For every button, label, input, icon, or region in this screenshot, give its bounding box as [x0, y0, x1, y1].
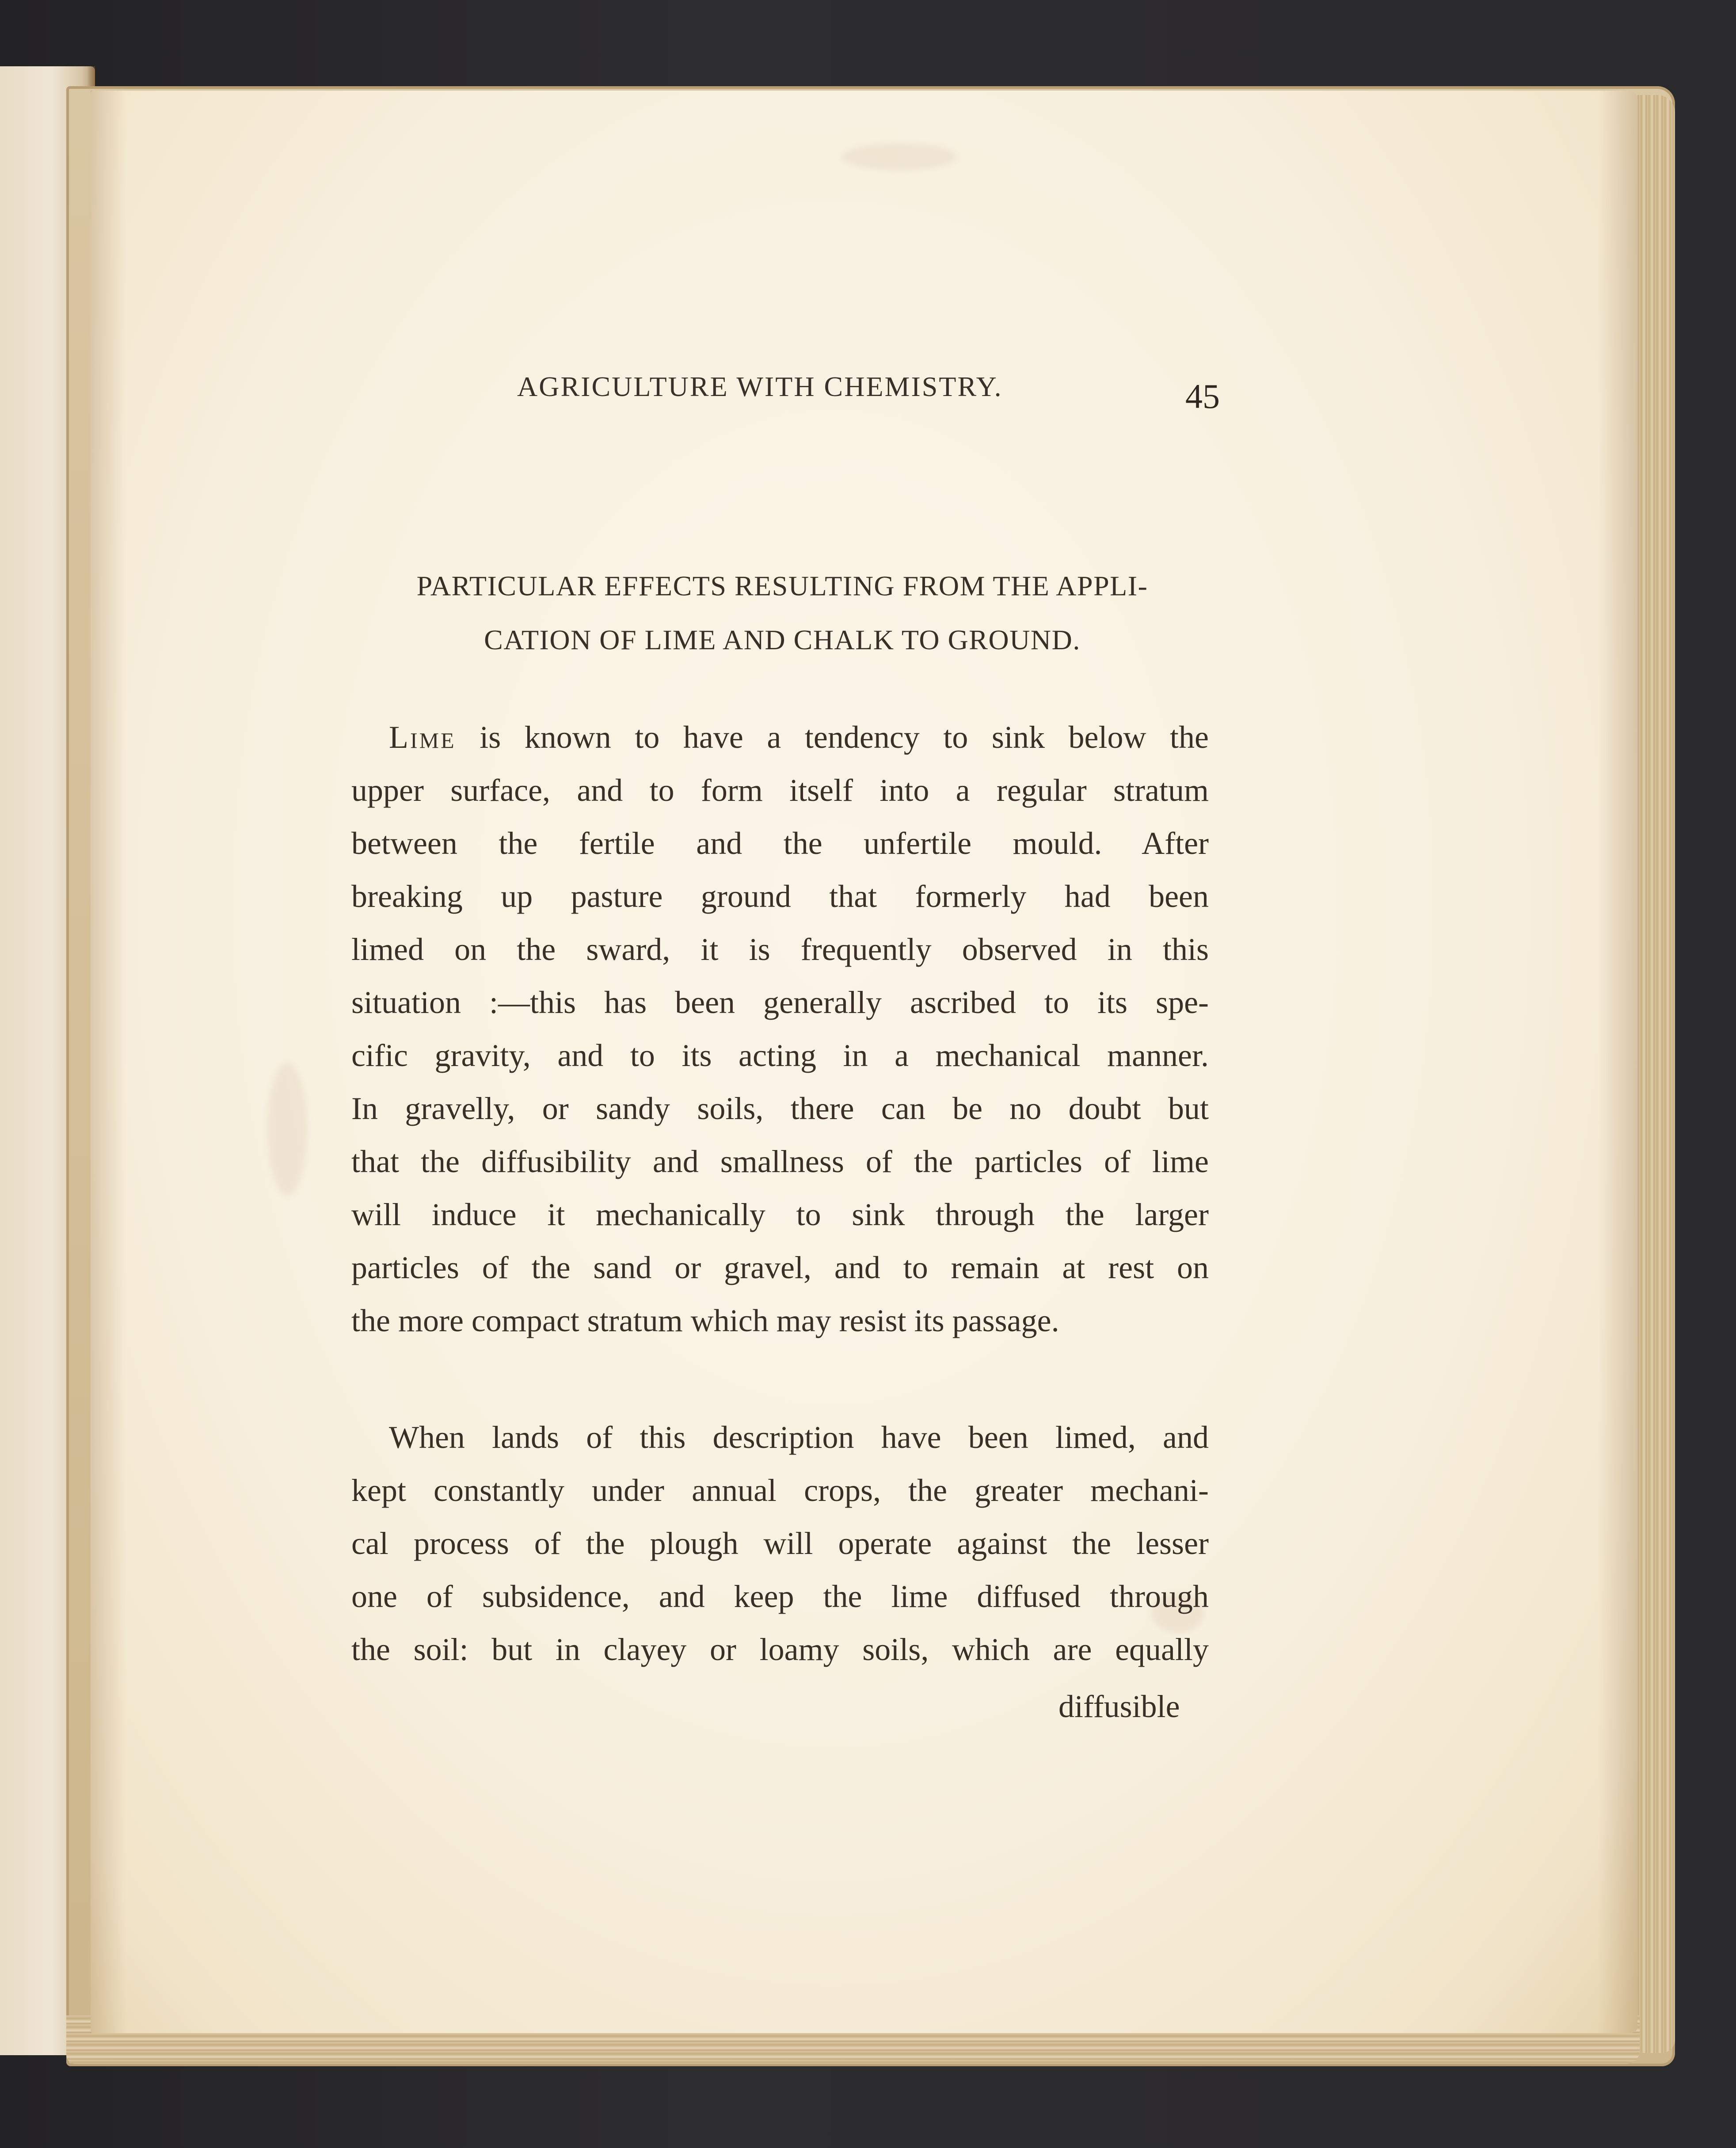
drop-word: Lime: [389, 720, 456, 755]
paragraph-line: limed on the sward, it is frequently observed in this: [351, 932, 1209, 967]
section-heading: [362, 559, 1202, 667]
paragraph-line: cific gravity, and to its acting in a mechanical manner.: [351, 1038, 1209, 1073]
paragraph-line: that the diffusibility and smallness of the particles of lime: [351, 1144, 1209, 1179]
paragraph-line: When lands of this description have been limed, and: [389, 1420, 1209, 1455]
paragraph-line: situation :—this has been generally ascribed to its spe-: [351, 985, 1209, 1020]
page-number: 45: [1185, 377, 1220, 415]
paragraph-line: the soil: but in clayey or loamy soils, which are equally: [351, 1632, 1209, 1667]
paragraph-line: breaking up pasture ground that formerly had been: [351, 879, 1209, 914]
catchword: diffusible: [1058, 1689, 1180, 1724]
paragraph-line: will induce it mechanically to sink through the larger: [351, 1197, 1209, 1232]
paragraph-line: cal process of the plough will operate against the lesser: [351, 1526, 1209, 1561]
section-heading-line: CATION OF LIME AND CHALK TO GROUND.: [484, 624, 1081, 655]
foxing-mark: [267, 1063, 307, 1196]
paragraph-line: [351, 711, 1209, 764]
paragraph-line: the more compact stratum which may resist its passage.: [351, 1303, 1059, 1338]
paragraph-line: In gravelly, or sandy soils, there can be no doubt but: [351, 1091, 1209, 1126]
paragraph-lime: [351, 711, 1209, 1347]
first-line-text: is known to have a tendency to sink below the: [456, 720, 1209, 755]
paragraph-line: between the fertile and the unfertile mould. After: [351, 826, 1209, 861]
running-head: AGRICULTURE WITH CHEMISTRY.: [517, 371, 1003, 402]
paragraph-line: kept constantly under annual crops, the greater mechani-: [351, 1473, 1209, 1508]
paragraph-limed-lands: [351, 1411, 1209, 1676]
section-heading-line: PARTICULAR EFFECTS RESULTING FROM THE APPLI-: [416, 570, 1148, 602]
foxing-mark: [842, 144, 957, 170]
paragraph-line: particles of the sand or gravel, and to remain at rest on: [351, 1250, 1209, 1285]
paragraph-line: one of subsidence, and keep the lime diffused through: [351, 1579, 1209, 1614]
paragraph-line: upper surface, and to form itself into a regular stratum: [351, 773, 1209, 808]
